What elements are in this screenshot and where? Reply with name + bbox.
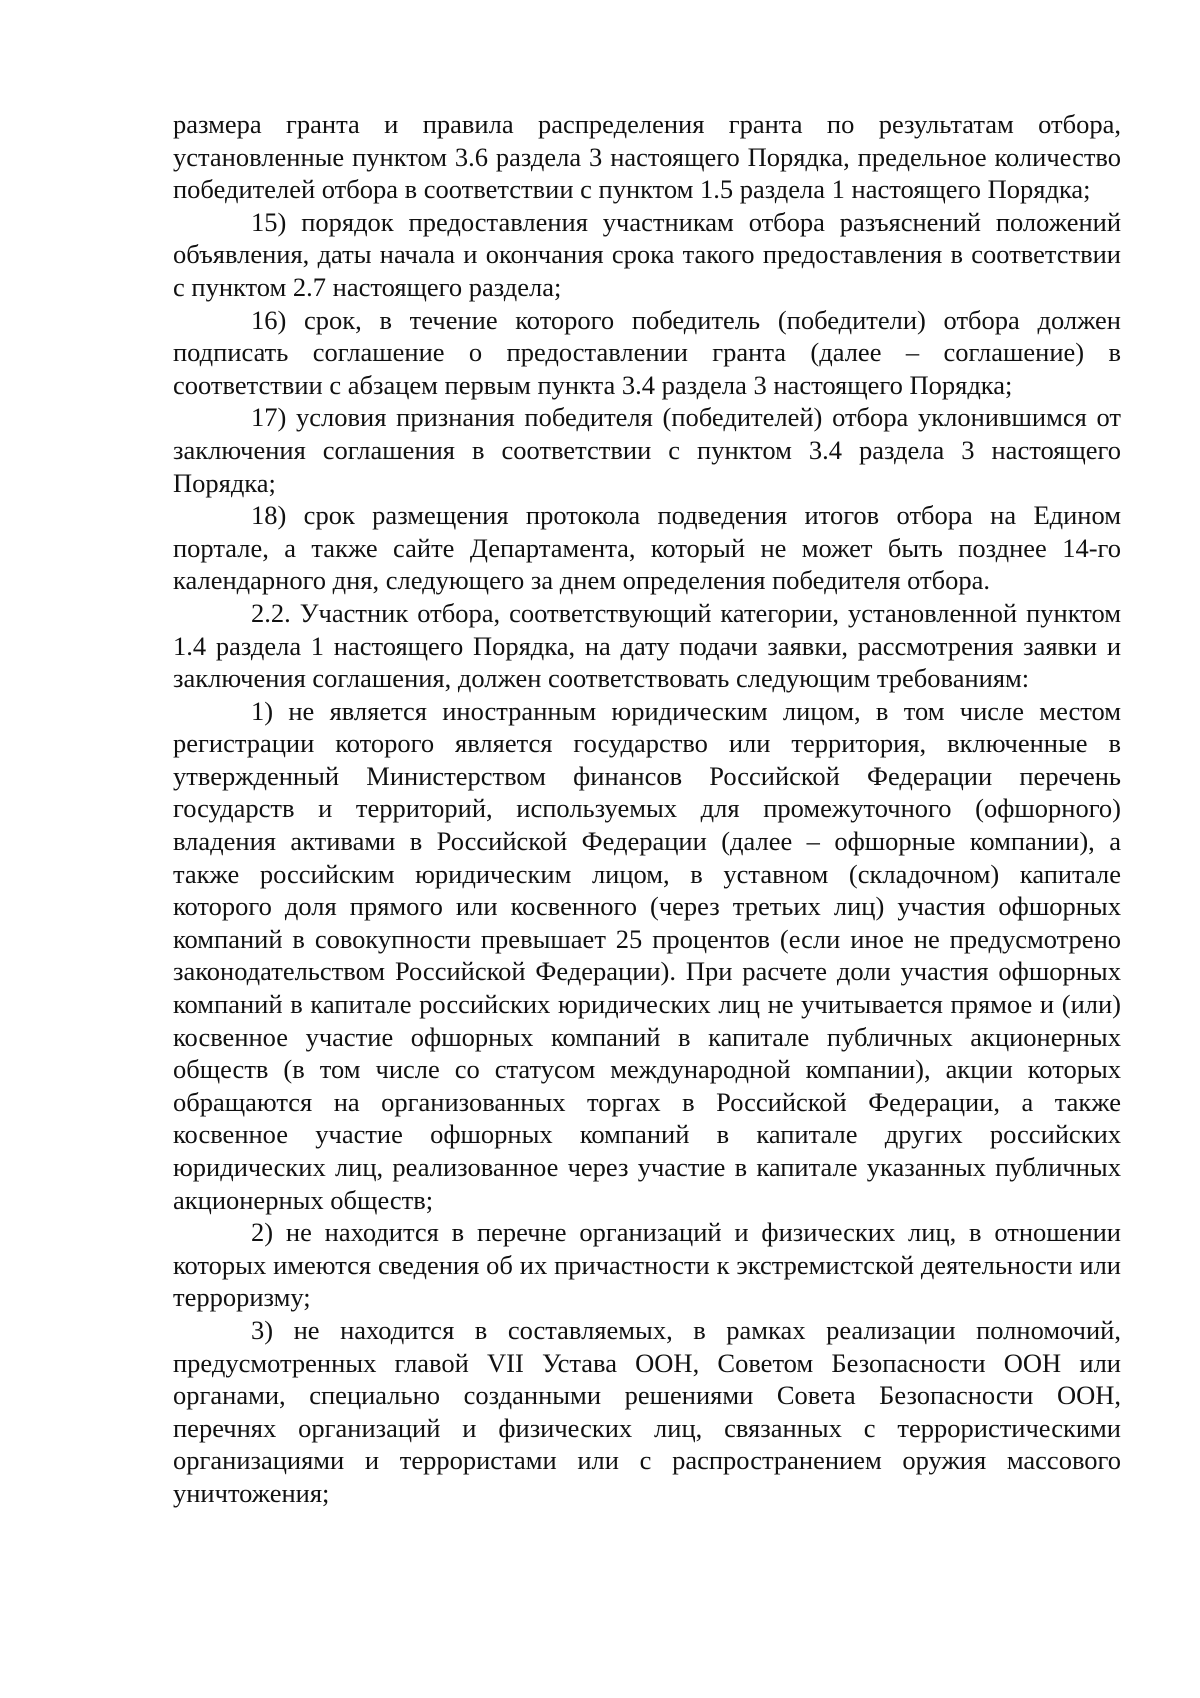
paragraph-item-15: 15) порядок предоставления участникам отбора разъяснений положений объявления, даты начала и окончания срока такого предоставления в соответствии с пунктом 2.7 настоящего раздела; [173,206,1121,302]
paragraph-requirement-1: 1) не является иностранным юридическим лицом, в том числе местом регистрации которого является государство или территория, включенные в утвержденный Министерством финансов Российской Федерации перечень государств и территорий, используемых для промежуточного (офшорного) владения активами в Российской Федерации (далее – офшорные компании), а также российским юридическим лицом, в уставном (складочном) капитале которого доля прямого или косвенного (через третьих лиц) участия офшорных компаний в совокупности превышает 25 процентов (если иное не предусмотрено законодательством Российской Федерации). При расчете доли участия офшорных компаний в капитале российских юридических лиц не учитывается прямое и (или) косвенное участие офшорных компаний в капитале публичных акционерных обществ (в том числе со статусом международной компании), акции которых обращаются на организованных торгах в Российской Федерации, а также косвенное участие офшорных компаний в капитале других российских юридических лиц, реализованное через участие в капитале указанных публичных акционерных обществ; [173,695,1121,1215]
paragraph-item-17: 17) условия признания победителя (победителей) отбора уклонившимся от заключения соглашения в соответствии с пунктом 3.4 раздела 3 настоящего Порядка; [173,402,1121,498]
paragraph-section-2-2: 2.2. Участник отбора, соответствующий категории, установленной пунктом 1.4 раздела 1 настоящего Порядка, на дату подачи заявки, рассмотрения заявки и заключения соглашения, должен соответствовать следующим требованиям: [173,597,1121,694]
paragraph-requirement-2: 2) не находится в перечне организаций и физических лиц, в отношении которых имеются сведения об их причастности к экстремистской деятельности или терроризму; [173,1217,1121,1313]
document-page [173,108,1121,1510]
paragraph-grant-size-rules: размера гранта и правила распределения гранта по результатам отбора, установленные пунктом 3.6 раздела 3 настоящего Порядка, предельное количество победителей отбора в соответствии с пунктом 1.5 раздела 1 настоящего Порядка; [173,109,1121,205]
paragraph-item-18: 18) срок размещения протокола подведения итогов отбора на Едином портале, а также сайте Департамента, который не может быть позднее 14-го календарного дня, следующего за днем определения победителя отбора. [173,500,1121,596]
paragraph-requirement-3: 3) не находится в составляемых, в рамках реализации полномочий, предусмотренных главой VII Устава ООН, Советом Безопасности ООН или органами, специально созданными решениями Совета Безопасности ООН, перечнях организаций и физических лиц, связанных с террористическими организациями и террористами или с распространением оружия массового уничтожения; [173,1314,1121,1508]
paragraph-item-16: 16) срок, в течение которого победитель (победители) отбора должен подписать соглашение о предоставлении гранта (далее – соглашение) в соответствии с абзацем первым пункта 3.4 раздела 3 настоящего Порядка; [173,304,1121,400]
